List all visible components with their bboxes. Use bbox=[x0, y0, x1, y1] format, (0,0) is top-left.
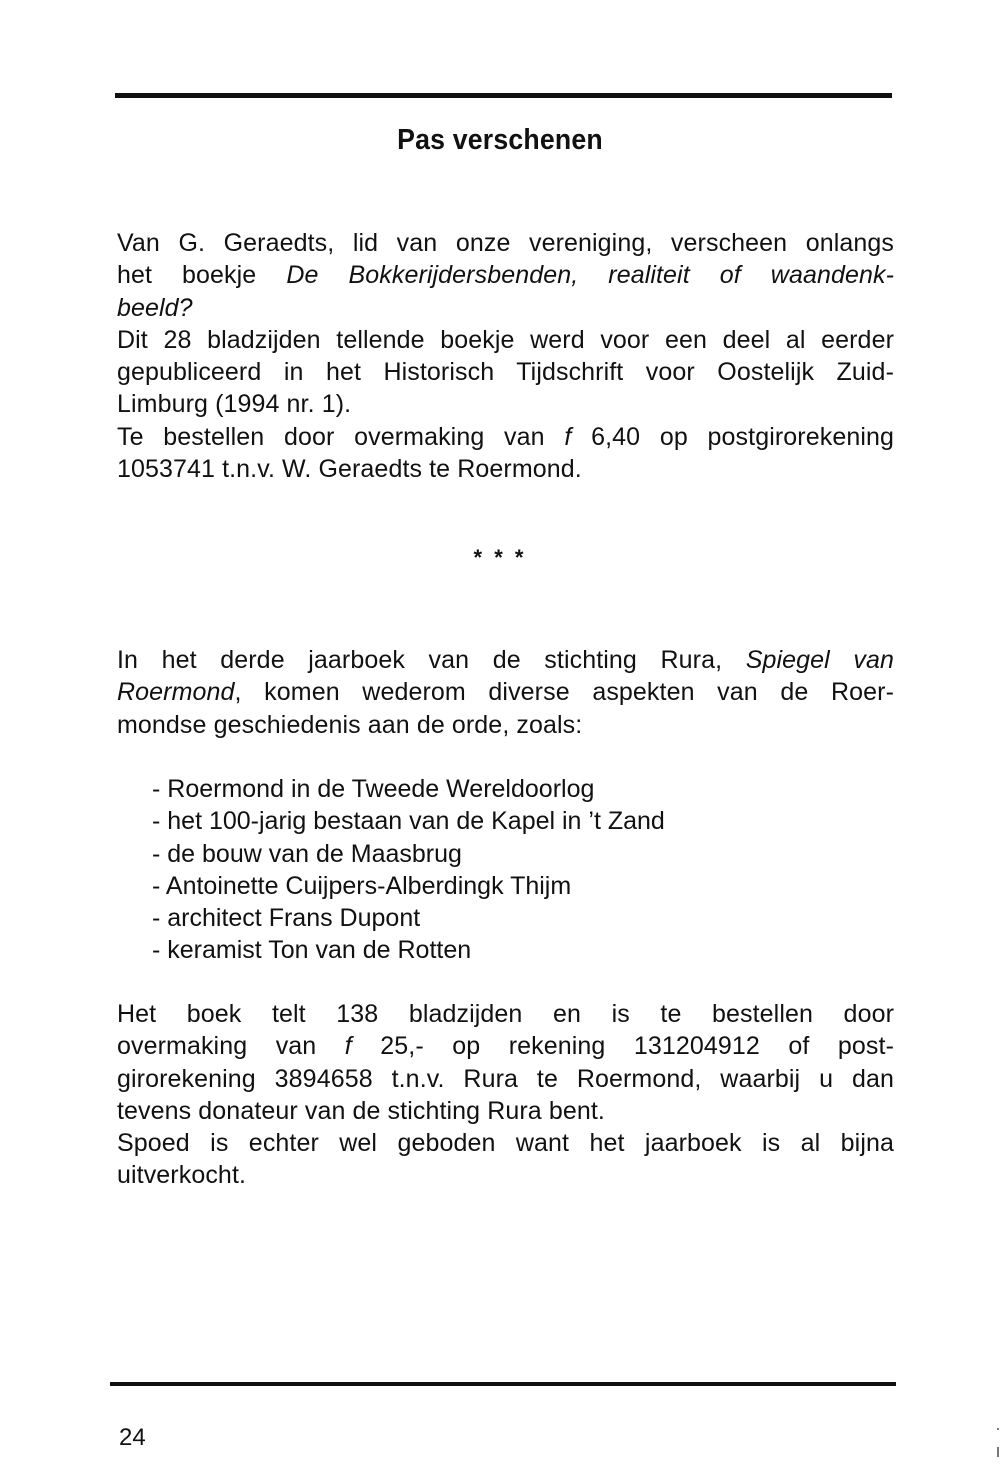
book-title-continued: beeld? bbox=[117, 293, 193, 322]
list-item: - het 100-jarig bestaan van de Kapel in ’t Zand bbox=[152, 807, 665, 836]
announcement-geraedts bbox=[117, 227, 894, 485]
text-line: Te bestellen door overmaking van f 6,40 op postgirorekening bbox=[117, 422, 894, 451]
bottom-rule bbox=[110, 1382, 896, 1386]
page-title: Pas verschenen bbox=[397, 124, 603, 156]
announcement-rura-order bbox=[117, 998, 894, 1192]
top-rule bbox=[115, 93, 892, 98]
text-line: Roermond, komen wederom diverse aspekten van de Roer- bbox=[117, 678, 894, 707]
scan-edge-mark bbox=[997, 1428, 999, 1430]
text-line: Van G. Geraedts, lid van onze vereniging, verscheen onlangs bbox=[117, 229, 894, 257]
text-line: het boekje De Bokkerijdersbenden, realiteit of waandenk- bbox=[117, 261, 894, 290]
text-line: girorekening 3894658 t.n.v. Rura te Roermond, waarbij u dan bbox=[117, 1064, 894, 1093]
text-line: Limburg (1994 nr. 1). bbox=[117, 390, 352, 419]
list-item: - Antoinette Cuijpers-Alberdingk Thijm bbox=[152, 871, 572, 900]
florin-sign: f bbox=[564, 422, 572, 451]
section-separator: * * * bbox=[473, 545, 527, 570]
book-title-continued: Roermond bbox=[117, 678, 235, 707]
topic-list bbox=[152, 773, 665, 967]
text-line: uitverkocht. bbox=[117, 1161, 247, 1190]
scan-edge-mark bbox=[997, 1447, 999, 1457]
page-number: 24 bbox=[119, 1424, 146, 1451]
list-item: - Roermond in de Tweede Wereldoorlog bbox=[152, 775, 595, 803]
text-line: 1053741 t.n.v. W. Geraedts te Roermond. bbox=[117, 455, 582, 484]
text-line: In het derde jaarboek van de stichting Rura, Spiegel van bbox=[117, 646, 895, 674]
text-line: mondse geschiedenis aan de orde, zoals: bbox=[117, 710, 583, 739]
book-title: De Bokkerijdersbenden, realiteit of waandenk- bbox=[286, 261, 894, 290]
list-item: - architect Frans Dupont bbox=[152, 904, 421, 933]
text-line: Dit 28 bladzijden tellende boekje werd voor een deel al eerder bbox=[117, 325, 894, 354]
list-item: - de bouw van de Maasbrug bbox=[152, 839, 462, 868]
announcement-rura-intro bbox=[117, 644, 894, 741]
text-line: gepubliceerd in het Historisch Tijdschrift voor Oostelijk Zuid- bbox=[117, 358, 894, 387]
text-line: Het boek telt 138 bladzijden en is te bestellen door bbox=[117, 1000, 894, 1028]
florin-sign: f bbox=[344, 1032, 352, 1061]
text-line: tevens donateur van de stichting Rura bent. bbox=[117, 1096, 605, 1125]
text-line: Spoed is echter wel geboden want het jaarboek is al bijna bbox=[117, 1129, 894, 1158]
list-item: - keramist Ton van de Rotten bbox=[152, 936, 472, 965]
book-title: Spiegel van bbox=[745, 646, 895, 674]
text-line: overmaking van f 25,- op rekening 131204912 of post- bbox=[117, 1032, 894, 1061]
